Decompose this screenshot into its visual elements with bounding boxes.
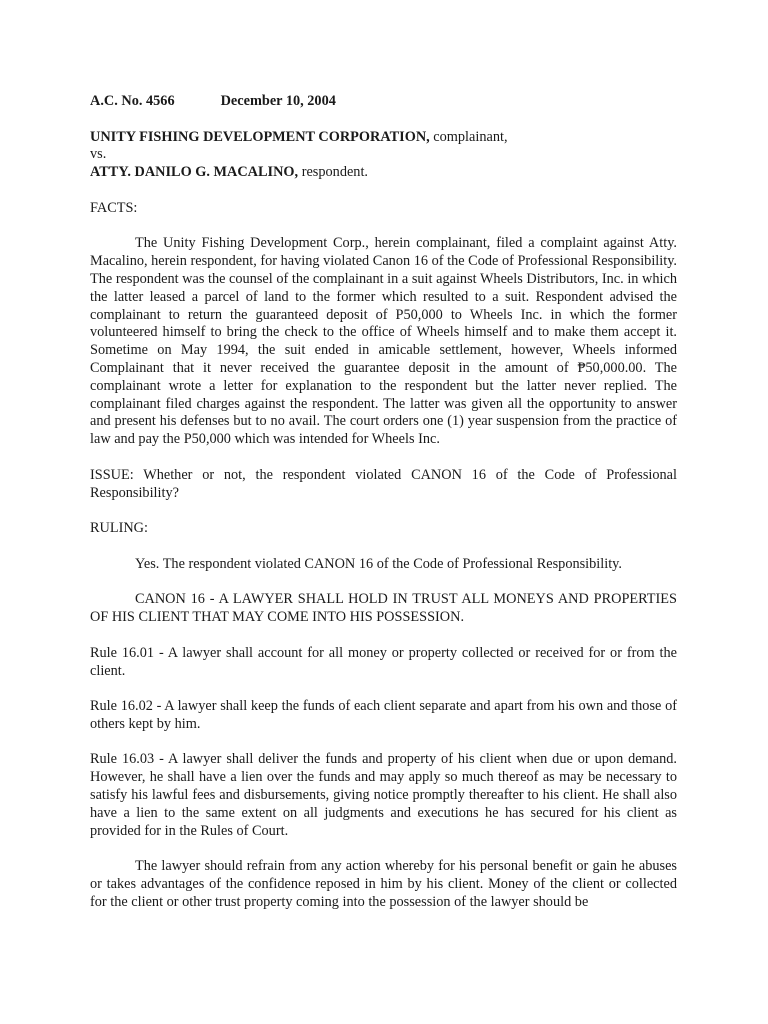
versus-line: vs. [90,146,107,163]
rule-16-03: Rule 16.03 - A lawyer shall deliver the funds and property of his client when due or upon demand. However, he shall have a lien over the funds and may apply so much thereof as may be necessary to satisfy his lawful fees and disbursements, giving notice promptly thereafter to his client. He shall also have a lien to the same extent on all judgments and executions he has secured for his client as provided for in the Rules of Court. [90,751,677,839]
rule-16-02: Rule 16.02 - A lawyer shall keep the funds of each client separate and apart from his own and those of others kept by him. [90,698,677,732]
complainant-role: complainant, [429,128,508,145]
rule-16-01: Rule 16.01 - A lawyer shall account for all money or property collected or received for or from the client. [90,644,677,679]
respondent-name: ATTY. DANILO G. MACALINO, [90,164,299,181]
case-date: December 10, 2004 [220,93,336,109]
complainant-line [90,129,677,147]
discussion-paragraph: The lawyer should refrain from any action whereby for his personal benefit or gain he abuses or takes advantages of the confidence reposed in him by his client. Money of the client or collected for the client or other trust property coming into the possession of the lawyer should be [90,858,677,910]
document-page [90,93,677,929]
case-header [90,93,677,111]
case-number: A.C. No. 4566 [90,93,175,109]
issue-paragraph: ISSUE: Whether or not, the respondent violated CANON 16 of the Code of Professional Responsibility? [90,466,677,501]
ruling-heading: RULING: [90,520,148,537]
canon-16-text: CANON 16 - A LAWYER SHALL HOLD IN TRUST ALL MONEYS AND PROPERTIES OF HIS CLIENT THAT MAY COME INTO HIS POSSESSION. [90,591,677,626]
facts-paragraph: The Unity Fishing Development Corp., herein complainant, filed a complaint against Atty. Macalino, herein respondent, for having violated Canon 16 of the Code of Professional Responsibility. The respondent was the counsel of the complainant in a suit against Wheels Distributors, Inc. in which the latter leased a parcel of land to the former which resulted to a suit. Respondent advised the complainant to return the guaranteed deposit of P50,000 to Wheels Inc. in which the former volunteered himself to bring the check to the office of Wheels himself and to make them accept it. Sometime on May 1994, the suit ended in amicable settlement, however, Wheels informed Complainant that it never received the guarantee deposit in the amount of ₱50,000.00. The complainant wrote a letter for explanation to the respondent but the latter never replied. The complainant filed charges against the respondent. The latter was given all the opportunity to answer and present his defenses but to no avail. The court orders one (1) year suspension from the practice of law and pay the P50,000 which was intended for Wheels Inc. [90,235,677,448]
complainant-name: UNITY FISHING DEVELOPMENT CORPORATION, [90,128,430,145]
respondent-line [90,164,677,182]
respondent-role: respondent. [298,164,369,181]
ruling-answer: Yes. The respondent violated CANON 16 of the Code of Professional Responsibility. [135,555,622,572]
facts-heading: FACTS: [90,199,138,216]
case-parties [90,129,677,182]
